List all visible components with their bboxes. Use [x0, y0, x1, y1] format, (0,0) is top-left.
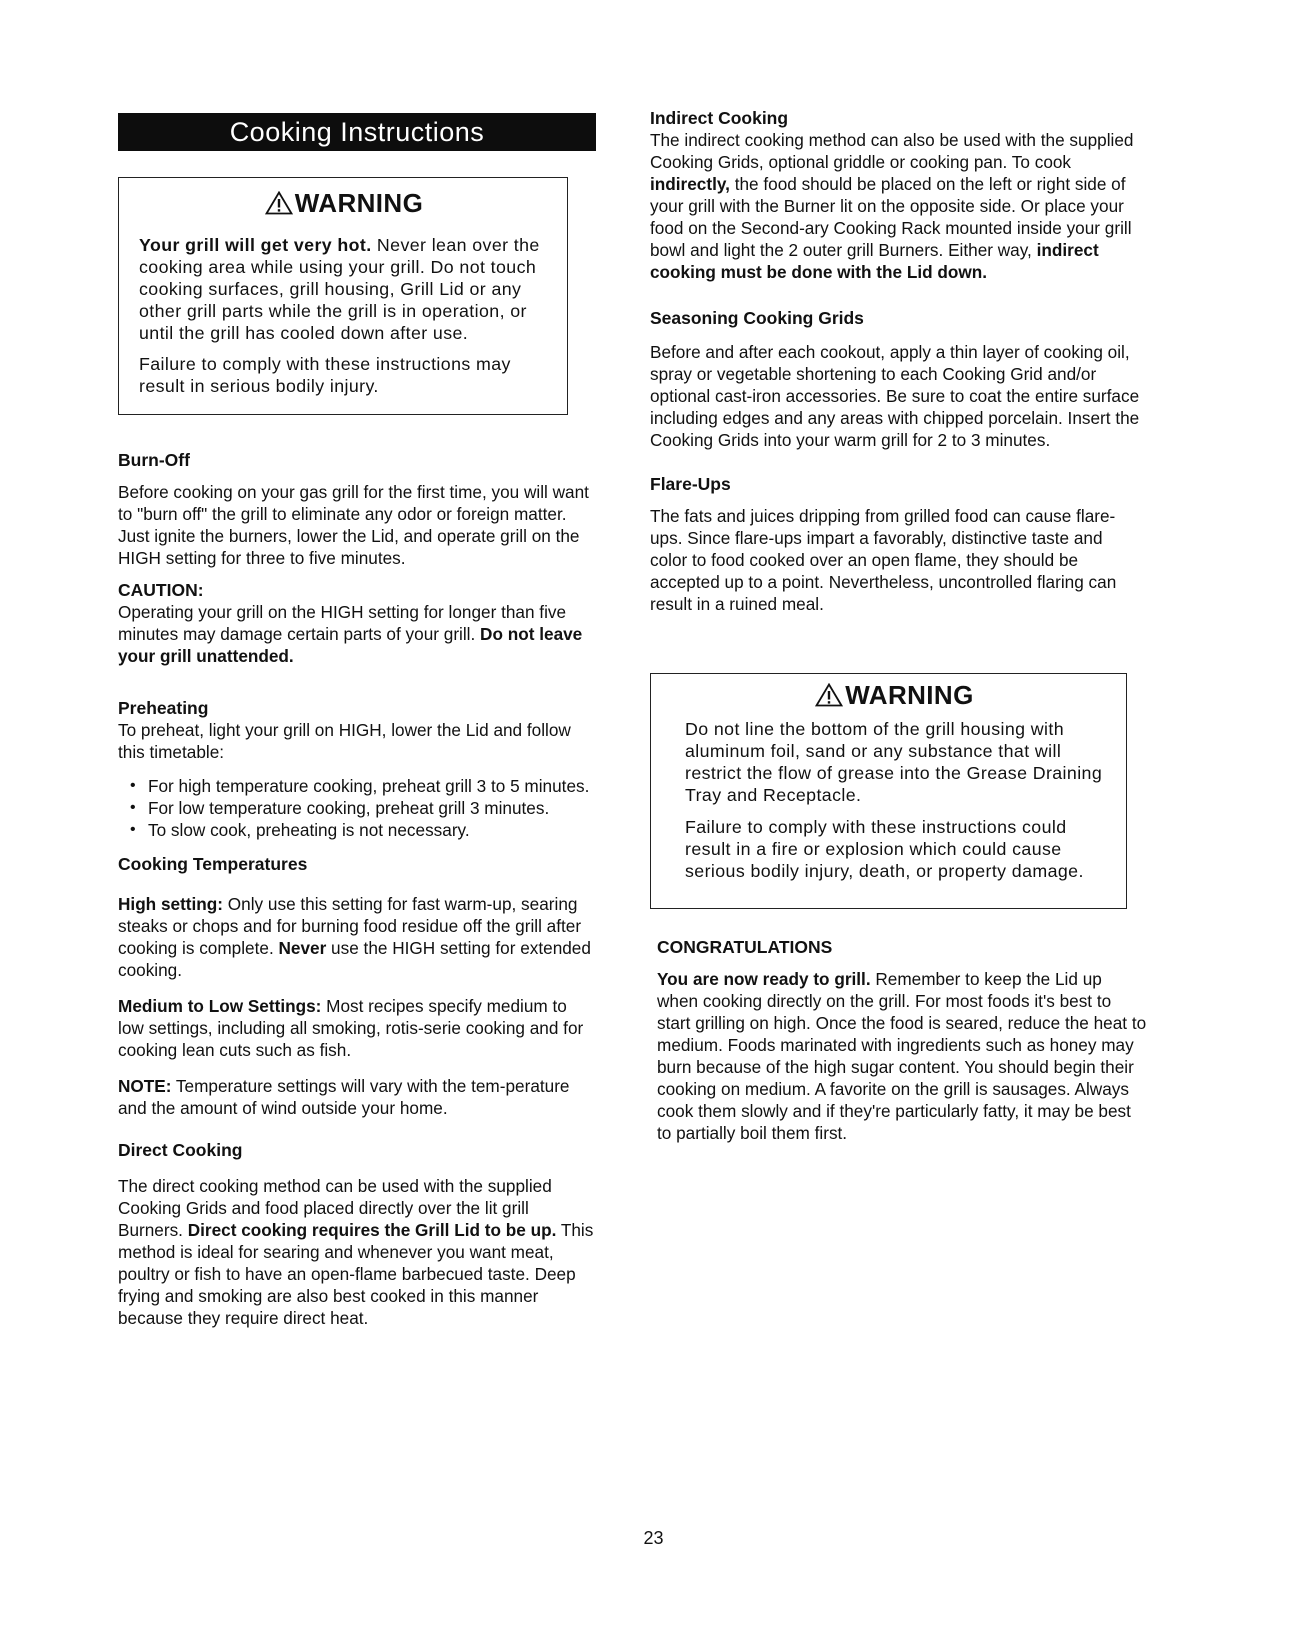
congrats-text: You are now ready to grill. Remember to keep the Lid up when cooking directly on the grill. For most foods it's best to start grilling on high. Once the food is seared, reduce the heat to medium. Foods marinated with ingredients such as honey may burn because of the high sugar content. You should begin their cooking on medium. A favorite on the grill is sausages. Always cook them slowly and if they're particularly fatty, it may be best to partially boil them first.: [657, 969, 1147, 1143]
warning-triangle-icon: [265, 191, 293, 215]
warning-consequence: Failure to comply with these instructions may result in serious bodily injury.: [139, 354, 511, 396]
direct-text: The direct cooking method can be used with the supplied Cooking Grids and food placed directly over the lit grill Burners. Direct cooking requires the Grill Lid to be up. This method is ideal for searing and whenever you want meat, poultry or fish to have an open-flame barbecued taste. Deep frying and smoking are also best cooked in this manner because they require direct heat.: [118, 1176, 594, 1328]
section-banner: [118, 113, 596, 151]
indirect-heading: Indirect Cooking: [650, 108, 789, 128]
preheat-list: [118, 775, 596, 841]
high-setting-text: High setting: Only use this setting for fast warm-up, searing steaks or chops and for burning food residue off the grill after cooking is complete. Never use the HIGH setting for extended cooking.: [118, 894, 591, 980]
seasoning-heading: Seasoning Cooking Grids: [650, 308, 864, 328]
preheating-heading: Preheating: [118, 698, 209, 718]
warning-body: Your grill will get very hot. Never lean over the cooking area while using your grill. Do not touch cooking surfaces, grill housing, Grill Lid or any other grill parts while the grill is in operation, or until the grill has cooled down after use.: [139, 235, 540, 343]
congrats-heading: CONGRATULATIONS: [657, 937, 833, 957]
left-column: [118, 449, 596, 1329]
burnoff-text: Before cooking on your gas grill for the first time, you will want to "burn off" the grill to eliminate any odor or foreign matter. Just ignite the burners, lower the Lid, and operate grill on the HIGH setting for three to five minutes.: [118, 482, 589, 568]
warning-body: Do not line the bottom of the grill housing with aluminum foil, sand or any substance that will restrict the flow of grease into the Grease Draining Tray and Receptacle.: [685, 719, 1103, 805]
seasoning-text: Before and after each cookout, apply a thin layer of cooking oil, spray or vegetable shortening to each Cooking Grid and/or optional cast-iron accessories. Be sure to coat the entire surface including edges and any areas with chipped porcelain. Insert the Cooking Grids into your warm grill for 2 to 3 minutes.: [650, 342, 1140, 450]
warning-box-foil: [650, 673, 1127, 909]
note-text: NOTE: Temperature settings will vary with the tem-perature and the amount of wind outside your home.: [118, 1076, 570, 1118]
burnoff-heading: Burn-Off: [118, 450, 190, 470]
caution-text: Operating your grill on the HIGH setting for longer than five minutes may damage certain parts of your grill. Do not leave your grill unattended.: [118, 602, 583, 666]
medium-low-text: Medium to Low Settings: Most recipes specify medium to low settings, including all smoking, rotis-serie cooking and for cooking lean cuts such as fish.: [118, 996, 584, 1060]
page-number: 23: [643, 1528, 664, 1548]
temps-heading: Cooking Temperatures: [118, 854, 308, 874]
preheating-intro: To preheat, light your grill on HIGH, lower the Lid and follow this timetable:: [118, 720, 571, 762]
direct-heading: Direct Cooking: [118, 1140, 243, 1160]
right-column: [650, 107, 1140, 615]
flareups-text: The fats and juices dripping from grilled food can cause flare-ups. Since flare-ups impart a favorably, distinctive taste and color to food cooked over an open flame, they should be accepted up to a point. Nevertheless, uncontrolled flaring can result in a ruined meal.: [650, 506, 1117, 614]
warning-title: WARNING: [139, 188, 549, 218]
list-item: • For low temperature cooking, preheat grill 3 minutes.: [118, 797, 596, 819]
banner-title: Cooking Instructions: [229, 117, 485, 147]
warning-triangle-icon: [815, 683, 843, 707]
warning-title: WARNING: [685, 680, 1104, 710]
flareups-heading: Flare-Ups: [650, 474, 731, 494]
indirect-text: The indirect cooking method can also be used with the supplied Cooking Grids, optional griddle or cooking pan. To cook indirectly, the food should be placed on the left or right side of your grill with the Burner lit on the opposite side. Or place your food on the Second-ary Cooking Rack mounted inside your grill bowl and light the 2 outer grill Burners. Either way, indirect cooking must be done with the Lid down.: [650, 130, 1134, 282]
caution-heading: CAUTION:: [118, 580, 204, 600]
list-item: • To slow cook, preheating is not necessary.: [118, 819, 596, 841]
congrats-section: [657, 936, 1147, 1144]
list-item: • For high temperature cooking, preheat grill 3 to 5 minutes.: [118, 775, 596, 797]
warning-box-heat: [118, 177, 568, 415]
warning-consequence: Failure to comply with these instructions could result in a fire or explosion which could cause serious bodily injury, death, or property damage.: [685, 817, 1084, 881]
